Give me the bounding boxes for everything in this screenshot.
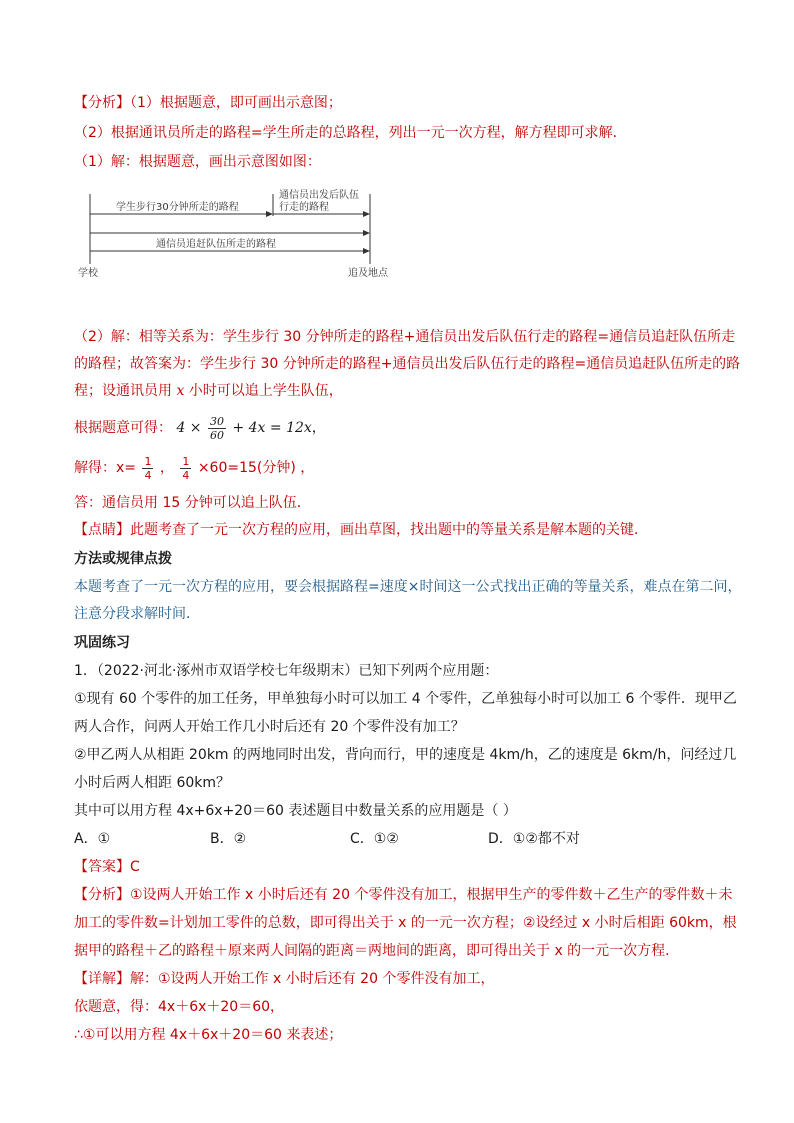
analysis-line-2: （2）根据通讯员所走的路程=学生所走的总路程，列出一元一次方程，解方程即可求解． (74, 125, 627, 141)
q1-detail-line-1: 【详解】解：①设两人开始工作 x 小时后还有 20 个零件没有加工， (74, 971, 495, 987)
fraction-30-60: $\frac{30}{60}$ (210, 414, 224, 442)
question-1-problem-1-line-1: ①现有 60 个零件的加工任务，甲单独每小时可以加工 4 个零件，乙单独每小时可以加工 6 个零件．现甲乙 (74, 691, 737, 707)
total-student-arrowhead (363, 230, 370, 236)
question-1-problem-2-line-1: ②甲乙两人从相距 20km 的两地同时出发，背向而行，甲的速度是 4km/h，乙的速度是 6km/h，问经过几 (74, 747, 737, 763)
solution-part-2-line-2: 的路程；故答案为：学生步行 30 分钟所走的路程+通信员出发后队伍行走的路程=通信员追赶队伍所走的路 (74, 356, 741, 372)
q1-detail-line-3: ∴①可以用方程 4x＋6x＋20＝60 来表述； (74, 1027, 343, 1043)
student-walk-arrowhead (266, 211, 273, 217)
option-a: A．① (74, 831, 111, 847)
q1-analysis-line-2: 加工的零件数=计划加工零件的总数，即可得出关于 x 的一元一次方程；②设经过 x 小时后相距 60km，根 (74, 915, 737, 931)
method-line-2: 注意分段求解时间． (74, 606, 200, 622)
fraction-one-quarter-a: $\frac{1}{4}$ (144, 454, 152, 482)
option-c: C．①② (350, 831, 399, 847)
answer-line: 答：通信员用 15 分钟可以追上队伍． (74, 495, 311, 511)
question-1-prompt: 其中可以用方程 4x+6x+20＝60 表述题目中数量关系的应用题是（ ） (74, 803, 517, 819)
question-1-problem-1-line-2: 两人合作，问两人开始工作几小时后还有 20 个零件没有加工？ (74, 719, 465, 735)
question-1-title: 1．（2022·河北·涿州市双语学校七年级期末）已知下列两个应用题： (74, 663, 499, 679)
label-team-walk-1: 通信员出发后队伍 (279, 190, 359, 201)
q1-detail-line-2: 依题意，得：4x＋6x＋20＝60， (74, 999, 285, 1015)
answer-key-line: 【答案】C (74, 859, 140, 875)
fraction-one-quarter-b: $\frac{1}{4}$ (182, 454, 190, 482)
section-heading-practice: 巩固练习 (74, 635, 130, 651)
option-d: D．①②都不对 (488, 831, 580, 847)
solve-line: 解得：x= $\frac{1}{4}$ ， $\frac{1}{4}$ ×60=15(分钟) ， (74, 454, 315, 482)
distance-diagram (74, 186, 414, 286)
q1-analysis-line-3: 据甲的路程＋乙的路程＋原来两人间隔的距离＝两地间的距离，即可得出关于 x 的一元一次方程． (74, 943, 680, 959)
method-line-1: 本题考查了一元一次方程的应用，要会根据路程=速度×时间这一公式找出正确的等量关系，难点在第二问， (74, 579, 742, 595)
label-meet-point: 追及地点 (348, 268, 388, 279)
messenger-arrowhead (363, 248, 370, 254)
label-team-walk-2: 行走的路程 (279, 202, 329, 213)
q1-analysis-line-1: 【分析】①设两人开始工作 x 小时后还有 20 个零件没有加工，根据甲生产的零件数＋乙生产的零件数＋未 (74, 887, 733, 903)
option-b: B．② (210, 831, 247, 847)
label-messenger: 通信员追赶队伍所走的路程 (156, 239, 276, 250)
key-point-line: 【点睛】此题考查了一元一次方程的应用，画出草图，找出题中的等量关系是解本题的关键． (74, 522, 648, 538)
solution-part-2-line-1: （2）解：相等关系为：学生步行 30 分钟所走的路程+通信员出发后队伍行走的路程=通信员追赶队伍所走 (74, 329, 736, 345)
team-walk-arrowhead (363, 211, 370, 217)
label-student-walk: 学生步行30分钟所走的路程 (116, 202, 239, 213)
question-1-problem-2-line-2: 小时后两人相距 60km？ (74, 775, 231, 791)
section-heading-method: 方法或规律点拨 (74, 551, 172, 567)
equation-line: 根据题意可得： 4 × $\frac{30}{60}$ + 4x = 12x， (74, 414, 326, 442)
solution-part-2-line-3: 程；设通讯员用 x 小时可以追上学生队伍， (74, 383, 343, 399)
label-school: 学校 (78, 268, 98, 279)
solution-part-1-intro: （1）解：根据题意，画出示意图如图： (74, 154, 321, 170)
analysis-line-1: 【分析】（1）根据题意，即可画出示意图； (74, 95, 342, 111)
